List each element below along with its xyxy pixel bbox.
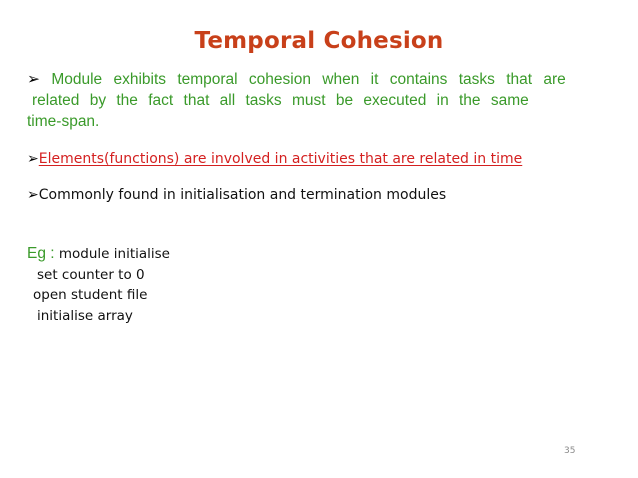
definition-line-2: related by the fact that all tasks must be executed in the same xyxy=(32,92,529,109)
example-line-2: set counter to 0 xyxy=(37,266,145,283)
arrow-bullet-icon: ➢ xyxy=(27,151,39,167)
bullet-point-definition xyxy=(27,69,607,132)
bullet-point-elements xyxy=(27,151,522,167)
example-line-1: Eg : module initialise xyxy=(27,245,170,262)
definition-line-1: ➢ Module exhibits temporal cohesion when it contains tasks that are xyxy=(27,70,566,88)
example-block xyxy=(27,244,170,326)
arrow-bullet-icon: ➢ xyxy=(27,70,40,88)
example-label: Eg : xyxy=(27,245,55,262)
definition-line-3: time-span. xyxy=(27,113,100,130)
page-number: 35 xyxy=(564,446,576,456)
common-text: Commonly found in initialisation and termination modules xyxy=(38,187,447,203)
arrow-bullet-icon: ➢ xyxy=(27,187,39,203)
example-line-4: initialise array xyxy=(37,307,133,324)
example-line-3: open student file xyxy=(33,287,148,303)
elements-text: Elements(functions) are involved in activities that are related in time xyxy=(38,151,523,167)
bullet-point-common xyxy=(27,187,446,203)
slide-title: Temporal Cohesion xyxy=(194,28,444,54)
